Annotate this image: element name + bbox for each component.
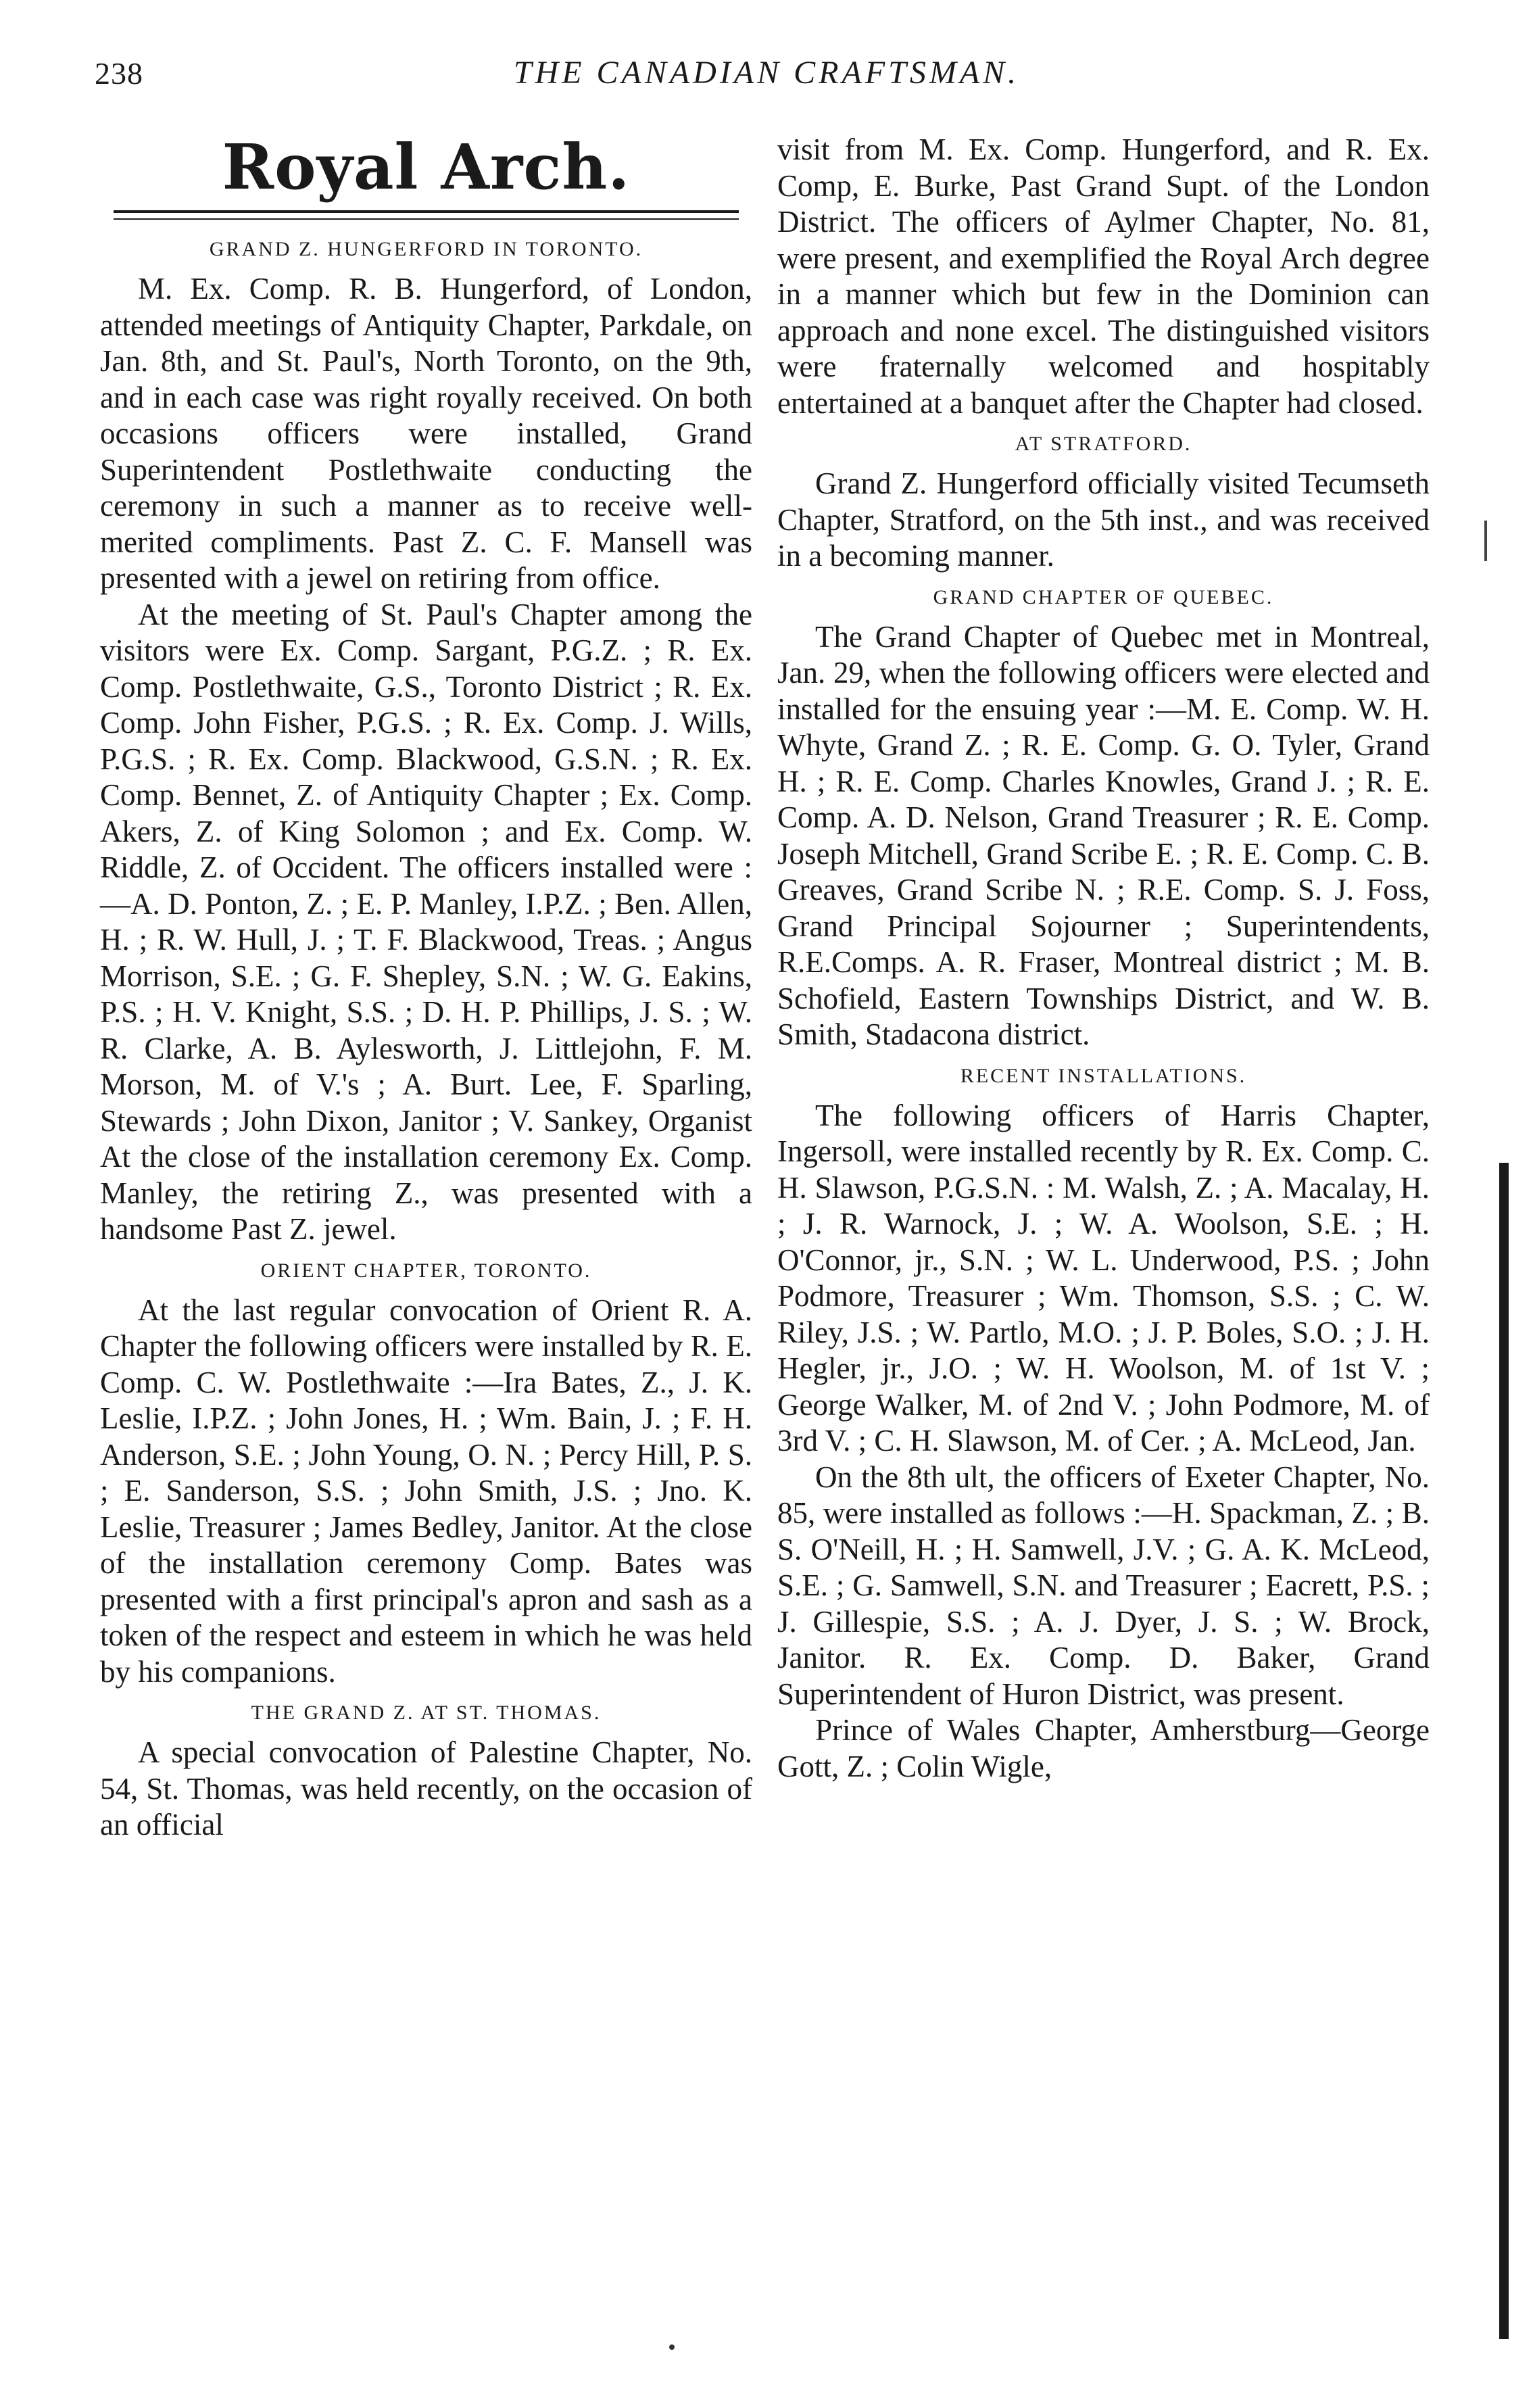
margin-mark bbox=[1484, 521, 1487, 561]
running-title: THE CANADIAN CRAFTSMAN. bbox=[513, 55, 1020, 91]
paragraph-stratford: Grand Z. Hungerford officially visited Tecumseth Chapter, Stratford, on the 5th inst., and was received in a becoming manner. bbox=[777, 466, 1430, 573]
paragraph-harris-chapter: The following officers of Harris Chapter, Ingersoll, were installed recently by R. Ex. Comp. C. H. Slawson, P.G.S.N. : M. Walsh, Z. ; A. Macalay, H. ; J. R. Warnock, J. ; W. A. Woolson, S.E. ; H. O'Connor, jr., S.N. ; W. L. Underwood, P.S. ; John Podmore, Treasurer ; Wm. Thomson, S.S. ; C. W. Riley, J.S. ; W. Partlo, M.O. ; J. P. Boles, S.O. ; J. H. Hegler, jr., J.O. ; W. H. Woolson, M. of 1st V. ; George Walker, M. of 2nd V. ; John Podmore, M. of 3rd V. ; C. H. Slawson, M. of Cer. ; A. McLeod, Jan. bbox=[777, 1098, 1430, 1458]
section-title: Royal Arch. bbox=[222, 130, 631, 203]
paragraph-orient-chapter: At the last regular convocation of Orient R. A. Chapter the following officers were installed by R. E. Comp. C. W. Postlethwaite :—Ira Bates, Z., J. K. Leslie, I.P.Z. ; John Jones, H. ; Wm. Bain, J. ; F. H. Anderson, S.E. ; John Young, O. N. ; Percy Hill, P. S. ; E. Sanderson, S.S. ; John Smith, J.S. ; Jno. K. Leslie, Treasurer ; James Bedley, Janitor. At the close of the installation ceremony Comp. Bates was presented with a first principal's apron and sash as a token of the respect and esteem in which he was held by his companions. bbox=[100, 1293, 752, 1689]
left-column bbox=[100, 132, 752, 1844]
paragraph-st-pauls-chapter: At the meeting of St. Paul's Chapter among the visitors were Ex. Comp. Sargant, P.G.Z. ; R. Ex. Comp. Postlethwaite, G.S., Toronto District ; R. Ex. Comp. John Fisher, P.G.S. ; R. Ex. Comp. J. Wills, P.G.S. ; R. Ex. Comp. Blackwood, G.S.N. ; R. Ex. Comp. Bennet, Z. of Antiquity Chapter ; Ex. Comp. Akers, Z. of King Solomon ; and Ex. Comp. W. Riddle, Z. of Occident. The officers installed were :—A. D. Ponton, Z. ; E. P. Manley, I.P.Z. ; Ben. Allen, H. ; R. W. Hull, J. ; T. F. Blackwood, Treas. ; Angus Morrison, S.E. ; G. F. Shepley, S.N. ; W. G. Eakins, P.S. ; H. V. Knight, S.S. ; D. H. P. Phillips, J. S. ; W. R. Clarke, A. B. Aylesworth, J. Littlejohn, F. M. Morson, M. of V.'s ; A. Burt. Lee, F. Sparling, Stewards ; John Dixon, Janitor ; V. Sankey, Organist At the close of the installation ceremony Ex. Comp. Manley, the retiring Z., was presented with a handsome Past Z. jewel. bbox=[100, 597, 752, 1246]
paragraph-continuation: visit from M. Ex. Comp. Hungerford, and R. Ex. Comp, E. Burke, Past Grand Supt. of the London District. The officers of Aylmer Chapter, No. 81, were present, and exemplified the Royal Arch degree in a manner which but few in the Dominion can approach and none excel. The distinguished visitors were fraternally welcomed and hospitably entertained at a banquet after the Chapter had closed. bbox=[777, 133, 1430, 420]
title-rule-thin bbox=[114, 218, 739, 220]
subhead-st-thomas: THE GRAND Z. AT ST. THOMAS. bbox=[251, 1702, 602, 1724]
page-number: 238 bbox=[95, 56, 143, 91]
paragraph-hungerford-visit: M. Ex. Comp. R. B. Hungerford, of London, attended meetings of Antiquity Chapter, Parkdale, on Jan. 8th, and St. Paul's, North Toronto, on the 9th, and in each case was right royally received. On both occasions officers were installed, Grand Superintendent Postlethwaite conducting the ceremony in such a manner as to receive well-merited compliments. Past Z. C. F. Mansell was presented with a jewel on retiring from office. bbox=[100, 272, 752, 595]
paragraph-palestine-chapter: A special convocation of Palestine Chapter, No. 54, St. Thomas, was held recently, on the occasion of an official bbox=[100, 1735, 752, 1841]
paragraph-grand-chapter-quebec: The Grand Chapter of Quebec met in Montreal, Jan. 29, when the following officers were elected and installed for the ensuing year :—M. E. Comp. W. H. Whyte, Grand Z. ; R. E. Comp. G. O. Tyler, Grand H. ; R. E. Comp. Charles Knowles, Grand J. ; R. E. Comp. A. D. Nelson, Grand Treasurer ; R. E. Comp. Joseph Mitchell, Grand Scribe E. ; R. E. Comp. C. B. Greaves, Grand Scribe N. ; R.E. Comp. S. J. Foss, Grand Principal Sojourner ; Superintendents, R.E.Comps. A. R. Fraser, Montreal district ; M. B. Schofield, Eastern Townships District, and W. B. Smith, Stadacona district. bbox=[777, 619, 1430, 1051]
right-column bbox=[777, 132, 1430, 1785]
subhead-hungerford-toronto: GRAND Z. HUNGERFORD IN TORONTO. bbox=[209, 238, 643, 260]
subhead-grand-chapter-quebec: GRAND CHAPTER OF QUEBEC. bbox=[933, 585, 1274, 608]
subhead-stratford: AT STRATFORD. bbox=[1015, 433, 1192, 455]
subhead-orient-chapter: ORIENT CHAPTER, TORONTO. bbox=[260, 1259, 592, 1282]
paragraph-exeter-chapter: On the 8th ult, the officers of Exeter Chapter, No. 85, were installed as follows :—H. Spackman, Z. ; B. S. O'Neill, H. ; H. Samwell, J.V. ; G. A. K. McLeod, S.E. ; G. Samwell, S.N. and Treasurer ; Eacrett, P.S. ; J. Gillespie, S.S. ; A. J. Dyer, J. S. ; W. Brock, Janitor. R. Ex. Comp. D. Baker, Grand Superintendent of Huron District, was present. bbox=[777, 1460, 1430, 1711]
subhead-recent-installations: RECENT INSTALLATIONS. bbox=[960, 1064, 1247, 1087]
print-dot bbox=[669, 2344, 675, 2350]
title-rule bbox=[114, 210, 739, 213]
paragraph-prince-of-wales-chapter: Prince of Wales Chapter, Amherstburg—George Gott, Z. ; Colin Wigle, bbox=[777, 1713, 1430, 1783]
page-edge-shadow bbox=[1499, 1163, 1509, 2339]
